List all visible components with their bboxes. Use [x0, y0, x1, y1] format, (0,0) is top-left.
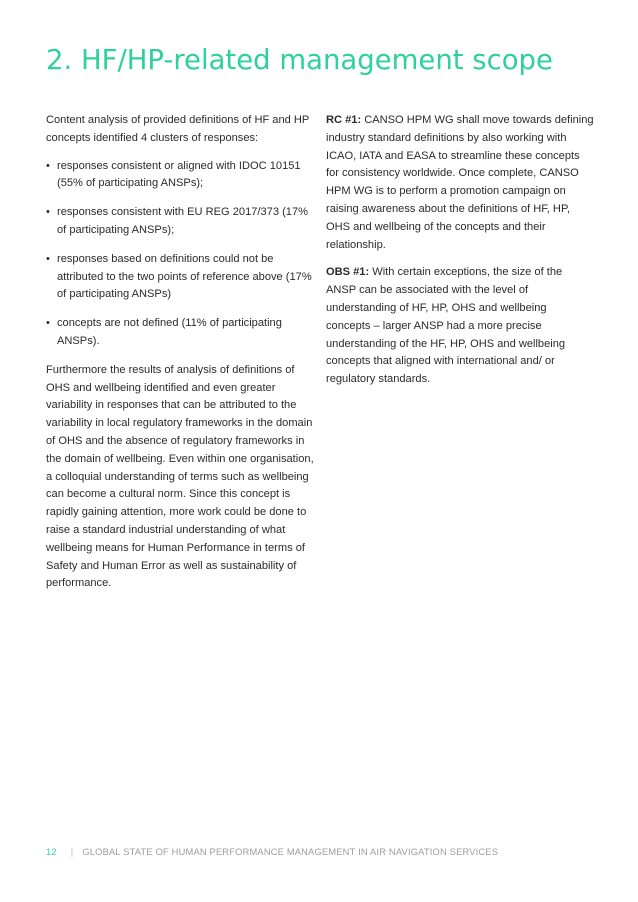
page-title: 2. HF/HP-related management scope [46, 44, 553, 76]
bullet-icon: • [46, 206, 50, 219]
recommendation-paragraph [326, 112, 594, 254]
page-footer [46, 847, 498, 857]
intro-paragraph: Content analysis of provided definitions of HF and HP concepts identified 4 clusters of responses: [46, 114, 310, 144]
page-number: 12 [46, 847, 57, 857]
list-item: • responses consistent or aligned with IDOC 10151 (55% of participating ANSPs); [46, 159, 301, 190]
observation-label: OBS #1: [326, 266, 370, 279]
list-item: • responses consistent with EU REG 2017/373 (17% of participating ANSPs); [46, 206, 308, 236]
left-column [46, 112, 314, 603]
recommendation-label: RC #1: [326, 114, 362, 126]
list-item: • responses based on definitions could not be attributed to the two points of reference above (17% of participating ANSPs) [46, 252, 312, 301]
bullet-icon: • [46, 317, 50, 330]
running-title: GLOBAL STATE OF HUMAN PERFORMANCE MANAGEMENT IN AIR NAVIGATION SERVICES [82, 847, 499, 857]
right-column [326, 112, 594, 399]
recommendation-text: CANSO HPM WG shall move towards defining industry standard definitions by also working with ICAO, IATA and EASA to streamline these concepts for consistency worldwide. Once complete, CANSO HPM WG is to perform a promotion campaign on raising awareness about the definitions of HF, HP, OHS and wellbeing of the concepts and their relationship. [326, 114, 594, 251]
bullet-icon: • [46, 159, 50, 172]
findings-list [46, 158, 314, 351]
observation-paragraph [326, 264, 594, 389]
bullet-icon: • [46, 252, 50, 265]
list-item: • concepts are not defined (11% of participating ANSPs). [46, 317, 282, 347]
body-paragraph: Furthermore the results of analysis of definitions of OHS and wellbeing identified and even greater variability in responses that can be attributed to the variability in local regulatory frameworks in the domain of OHS and the absence of regulatory frameworks in the domain of wellbeing. Even within one organisation, a colloquial understanding of terms such as wellbeing can become a cultural norm. Since this concept is rapidly gaining attention, more work could be done to raise a standard industrial understanding of what wellbeing means for Human Performance in terms of Safety and Human Error as well as sustainability of performance. [46, 363, 314, 590]
observation-text: With certain exceptions, the size of the ANSP can be associated with the level of understanding of HF, HP, OHS and wellbeing concepts – larger ANSP had a more precise understanding of the HF, HP, OHS and wellbeing concepts that aligned with international and/ or regulatory standards. [326, 266, 566, 386]
footer-separator: | [70, 847, 74, 857]
